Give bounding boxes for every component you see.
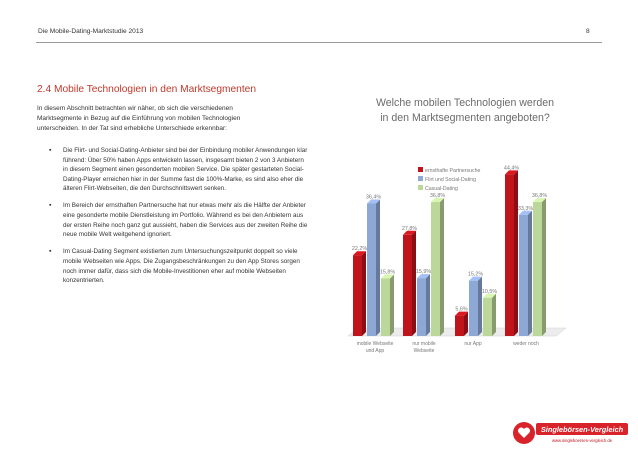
- bar-value-label: 27,8%: [401, 225, 418, 232]
- legend-swatch: [418, 185, 423, 190]
- bar-side: [528, 211, 532, 336]
- bar-value-label: 10,5%: [481, 288, 498, 295]
- category-label: nur mobile: [412, 341, 436, 347]
- bar: [469, 281, 478, 336]
- bar-value-label: 36,4%: [365, 194, 382, 201]
- section-title: 2.4 Mobile Technologien in den Marktsegmenten: [37, 84, 256, 95]
- category-label: und App: [365, 348, 385, 354]
- heart-icon: [513, 422, 535, 444]
- bar-value-label: 15,8%: [379, 269, 396, 276]
- bar-side: [464, 312, 468, 336]
- bullet-item: ▪ Im Casual-Dating Segment existierten zum Untersuchungszeitpunkt doppelt so viele mobile Webseiten wie Apps. Die Zugangsbeschränkungen zu den App Stores sorgen noch immer dafür, dass sich die Mobile-Investitionen eher auf mobile Webseiten konzentrierten.: [48, 247, 308, 285]
- bar-side: [412, 231, 416, 336]
- logo-name: Singlebörsen-Vergleich: [540, 425, 624, 434]
- bar: [353, 255, 362, 336]
- bar-side: [390, 274, 394, 336]
- document-header-title: Die Mobile-Dating-Marktstudie 2013: [38, 28, 144, 35]
- bar-side: [440, 198, 444, 336]
- bar-value-label: 5,6%: [455, 306, 468, 313]
- bar-side: [426, 274, 430, 336]
- legend-label: Flirt und Social-Dating: [425, 177, 477, 183]
- bar-side: [478, 277, 482, 336]
- bar-side: [362, 251, 366, 336]
- singleboersen-vergleich-logo: [511, 420, 629, 446]
- bar: [455, 316, 464, 336]
- chart-title: Welche mobilen Technologien werden: [375, 97, 555, 109]
- page-number: 8: [586, 28, 590, 35]
- bar-side: [492, 294, 496, 336]
- bullet-item: ▪ Die Flirt- und Social-Dating-Anbieter sind bei der Einbindung mobiler Anwendungen klar führend: Über 50% haben Apps entwickeln lassen, insgesamt bieten 2 von 3 Anbietern in diesem Segment einen gesonderten mobilen Service. Die später gestarteten Social-Dating-Player erreichen hier in der Summe fast die 100%-Marke, es sind also eher die älteren Flirt-Webseiten, die den Durchschnittswert senken.: [48, 146, 308, 194]
- bar: [367, 204, 376, 336]
- bar-value-label: 44,4%: [503, 165, 520, 172]
- bar: [403, 235, 412, 336]
- bar-value-label: 15,9%: [415, 269, 432, 276]
- bar: [519, 215, 528, 336]
- bar: [381, 278, 390, 336]
- bar: [505, 174, 514, 336]
- logo-url: www.singleboersen-vergleich.de: [551, 438, 613, 443]
- legend-label: ernsthafte Partnersuche: [425, 168, 481, 174]
- bar-side: [542, 198, 546, 336]
- bar-value-label: 22,2%: [351, 246, 368, 253]
- bar: [431, 202, 440, 336]
- category-label: mobile Webseite: [356, 341, 394, 347]
- header-divider: [36, 42, 602, 43]
- bar-value-label: 33,3%: [517, 205, 534, 212]
- bar: [483, 298, 492, 336]
- intro-paragraph: In diesem Abschnitt betrachten wir näher, ob sich die verschiedenen Marktsegmente in Bezug auf die Einführung von mobilen Technologien unterscheiden. In der Tat sind erhebliche Unterschiede erkennbar:: [37, 105, 241, 132]
- bar-side: [376, 200, 380, 336]
- bullet-item: ▪ Im Bereich der ernsthaften Partnersuche hat nur etwas mehr als die Hälfte der Anbieter eine gesonderte mobile Dienstleistung im Portfolio. Während es bei den Anbietern aus der ersten Reihe noch ganz gut aussieht, haben die Services aus der zweiten Reihe die neue mobile Welt weitgehend ignoriert.: [48, 201, 308, 239]
- chart-title: in den Marktsegmenten angeboten?: [380, 112, 550, 124]
- legend-swatch: [418, 176, 423, 181]
- bar-side: [514, 170, 518, 336]
- category-label: Webseite: [413, 348, 435, 354]
- bullet-list: [48, 146, 308, 293]
- legend-label: Casual-Dating: [425, 186, 458, 192]
- bar: [533, 202, 542, 336]
- category-label: nur App: [464, 341, 482, 347]
- legend-swatch: [418, 167, 423, 172]
- bar-value-label: 15,2%: [467, 271, 484, 278]
- bar-value-label: 36,8%: [531, 193, 548, 200]
- bar: [417, 278, 426, 336]
- bar-value-label: 36,8%: [429, 193, 446, 200]
- grouped-bar-chart: [330, 92, 600, 372]
- category-label: weder noch: [513, 341, 539, 347]
